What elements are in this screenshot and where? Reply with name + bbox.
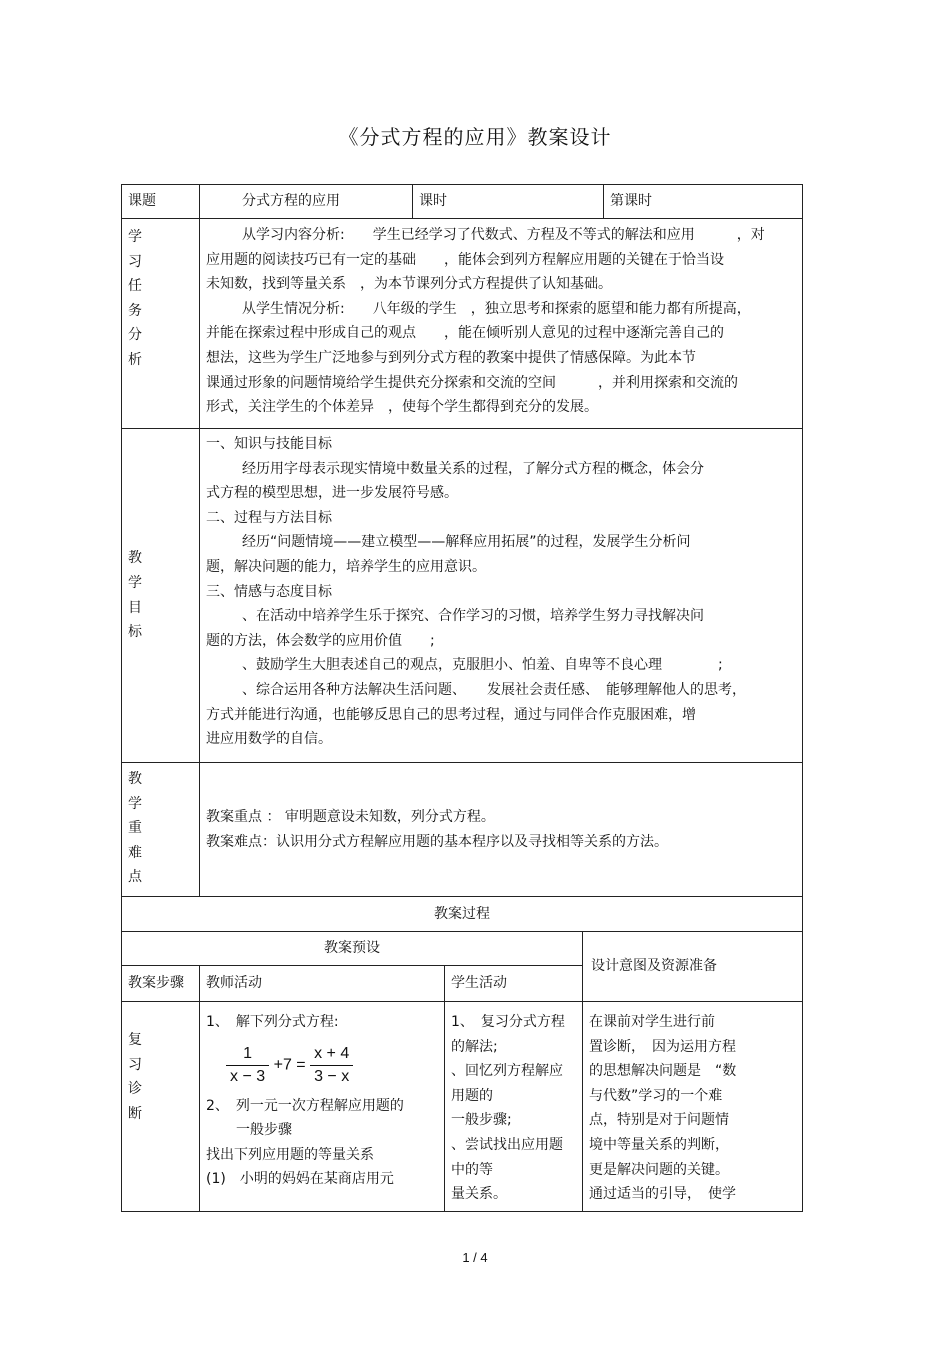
- task-line: 从学习内容分析: 学生已经学习了代数式、方程及不等式的解法和应用 ，对: [242, 227, 765, 243]
- header-row: [122, 185, 803, 219]
- task-line: 并能在探索过程中形成自己的观点 ，能在倾听别人意见的过程中逐渐完善自己的: [206, 325, 724, 342]
- fraction-2: [310, 1043, 353, 1088]
- student-line: 、回忆列方程解应用题的: [451, 1063, 563, 1104]
- design-line: 的思想解决问题是 “数: [589, 1063, 737, 1080]
- goal-line: 进应用数学的自信。: [206, 731, 332, 748]
- process-title-row: [122, 897, 803, 932]
- topic-value: 分式方程的应用: [200, 185, 413, 219]
- goal-line: 方式并能进行沟通，也能够反思自己的思考过程，通过与同伴合作克服困难，增: [206, 706, 696, 723]
- review-row: [122, 1002, 803, 1212]
- label-char: 习: [128, 1056, 142, 1073]
- label-char: 复: [128, 1032, 142, 1048]
- task-line: 课通过形象的问题情境给学生提供充分探索和交流的空间 ，并利用探索和交流的: [206, 374, 738, 391]
- key-points-row: [122, 763, 803, 897]
- teacher-header: 教师活动: [200, 966, 445, 1002]
- step-header: 教案步骤: [122, 966, 200, 1002]
- student-line: 一般步骤;: [451, 1112, 512, 1129]
- label-char: 标: [128, 624, 142, 641]
- label-char: 断: [128, 1105, 142, 1122]
- teaching-goals-row: [122, 429, 803, 763]
- label-char: 分: [128, 327, 142, 344]
- label-char: 学: [128, 795, 142, 812]
- label-char: 学: [128, 574, 142, 591]
- label-char: 习: [128, 253, 142, 270]
- fraction-2-denominator: 3 − x: [310, 1065, 353, 1088]
- label-char: 点: [128, 869, 142, 886]
- goal-line: 三、情感与态度目标: [206, 583, 332, 600]
- teacher-find-relations: 找出下列应用题的等量关系: [206, 1146, 374, 1163]
- label-char: 学: [128, 229, 142, 245]
- task-analysis-content: [200, 219, 803, 429]
- goal-line: 题的方法，体会数学的应用价值 ;: [206, 632, 435, 649]
- label-char: 目: [128, 599, 142, 616]
- label-char: 教: [128, 550, 142, 567]
- goal-line: 题，解决问题的能力，培养学生的应用意识。: [206, 558, 486, 575]
- preset-row: [122, 932, 803, 966]
- design-line: 通过适当的引导， 使学: [589, 1186, 736, 1203]
- goal-line: 、综合运用各种方法解决生活问题、 发展社会责任感、 能够理解他人的思考，: [242, 681, 746, 698]
- student-line: 1、 复习分式方程的解法;: [451, 1014, 565, 1055]
- teacher-item-2-cont: 一般步骤: [236, 1122, 292, 1139]
- goal-line: 、在活动中培养学生乐于探究、合作学习的习惯，培养学生努力寻找解决问: [242, 608, 704, 625]
- lesson-plan-table: [121, 184, 803, 1212]
- fraction-1-denominator: x − 3: [226, 1065, 269, 1088]
- goal-line: 、鼓励学生大胆表述自己的观点，克服胆小、怕羞、自卑等不良心理 ;: [242, 657, 723, 674]
- goal-line: 经历“问题情境——建立模型——解释应用拓展”的过程，发展学生分析问: [242, 534, 691, 551]
- teaching-goals-label: [122, 429, 200, 763]
- task-line: 未知数，找到等量关系 ，为本节课列分式方程提供了认知基础。: [206, 276, 612, 293]
- task-analysis-label: [122, 219, 200, 429]
- student-header: 学生活动: [445, 966, 583, 1002]
- difficult-point: 教案难点：认识用分式方程解应用题的基本程序以及寻找相等关系的方法。: [206, 833, 668, 850]
- student-activity: [445, 1002, 583, 1212]
- label-char: 难: [128, 844, 142, 861]
- goal-line: 二、过程与方法目标: [206, 509, 332, 526]
- design-line: 点，特别是对于问题情: [589, 1112, 729, 1129]
- student-line: 量关系。: [451, 1186, 507, 1203]
- fraction-1: [226, 1043, 269, 1088]
- goal-line: 一、知识与技能目标: [206, 436, 332, 452]
- topic-label: 课题: [122, 185, 200, 219]
- fraction-2-numerator: x + 4: [314, 1044, 350, 1062]
- design-line: 置诊断， 因为运用方程: [589, 1038, 736, 1055]
- review-label: [122, 1002, 200, 1212]
- period-label: 课时: [413, 185, 604, 219]
- design-intent: [583, 1002, 803, 1212]
- task-line: 从学生情况分析: 八年级的学生 ，独立思考和探索的愿望和能力都有所提高，: [242, 300, 751, 317]
- document-title: 《分式方程的应用》教案设计: [338, 125, 612, 149]
- label-char: 务: [128, 302, 142, 319]
- goal-line: 经历用字母表示现实情境中数量关系的过程，了解分式方程的概念，体会分: [242, 460, 704, 477]
- task-line: 想法，这些为学生广泛地参与到列分式方程的教案中提供了情感保障。为此本节: [206, 349, 696, 366]
- equation: [206, 1035, 438, 1094]
- teacher-question-1: (1) 小明的妈妈在某商店用元: [206, 1171, 394, 1188]
- design-line: 在课前对学生进行前: [589, 1014, 715, 1030]
- design-line: 更是解决问题的关键。: [589, 1161, 729, 1178]
- key-points-label: [122, 763, 200, 897]
- task-analysis-row: [122, 219, 803, 429]
- student-line: 、尝试找出应用题中的等: [451, 1136, 563, 1178]
- period-value: 第课时: [604, 185, 803, 219]
- process-title: 教案过程: [122, 897, 803, 932]
- label-char: 析: [128, 351, 142, 368]
- key-points-content: [200, 763, 803, 897]
- goal-line: 式方程的模型思想，进一步发展符号感。: [206, 485, 458, 502]
- fraction-1-numerator: 1: [243, 1044, 253, 1062]
- teacher-item-2: 2、 列一元一次方程解应用题的: [206, 1097, 404, 1114]
- teacher-item-1: 1、 解下列分式方程:: [206, 1014, 339, 1030]
- design-header: 设计意图及资源准备: [583, 932, 803, 1002]
- preset-header: 教案预设: [122, 932, 583, 966]
- label-char: 诊: [128, 1081, 142, 1098]
- task-line: 应用题的阅读技巧已有一定的基础 ，能体会到列方程解应用题的关键在于恰当设: [206, 251, 724, 268]
- task-line: 形式，关注学生的个体差异 ，使每个学生都得到充分的发展。: [206, 399, 598, 416]
- label-char: 重: [128, 820, 142, 837]
- teacher-activity: [200, 1002, 445, 1212]
- label-char: 任: [128, 278, 142, 295]
- key-point: 教案重点 ： 审明题意设未知数，列分式方程。: [206, 808, 495, 825]
- teaching-goals-content: [200, 429, 803, 763]
- design-line: 境中等量关系的判断，: [589, 1136, 729, 1153]
- equation-operator: +7 =: [273, 1056, 306, 1074]
- design-line: 与代数”学习的一个难: [589, 1087, 723, 1104]
- label-char: 教: [128, 771, 142, 787]
- page-number: 1 / 4: [462, 1250, 488, 1265]
